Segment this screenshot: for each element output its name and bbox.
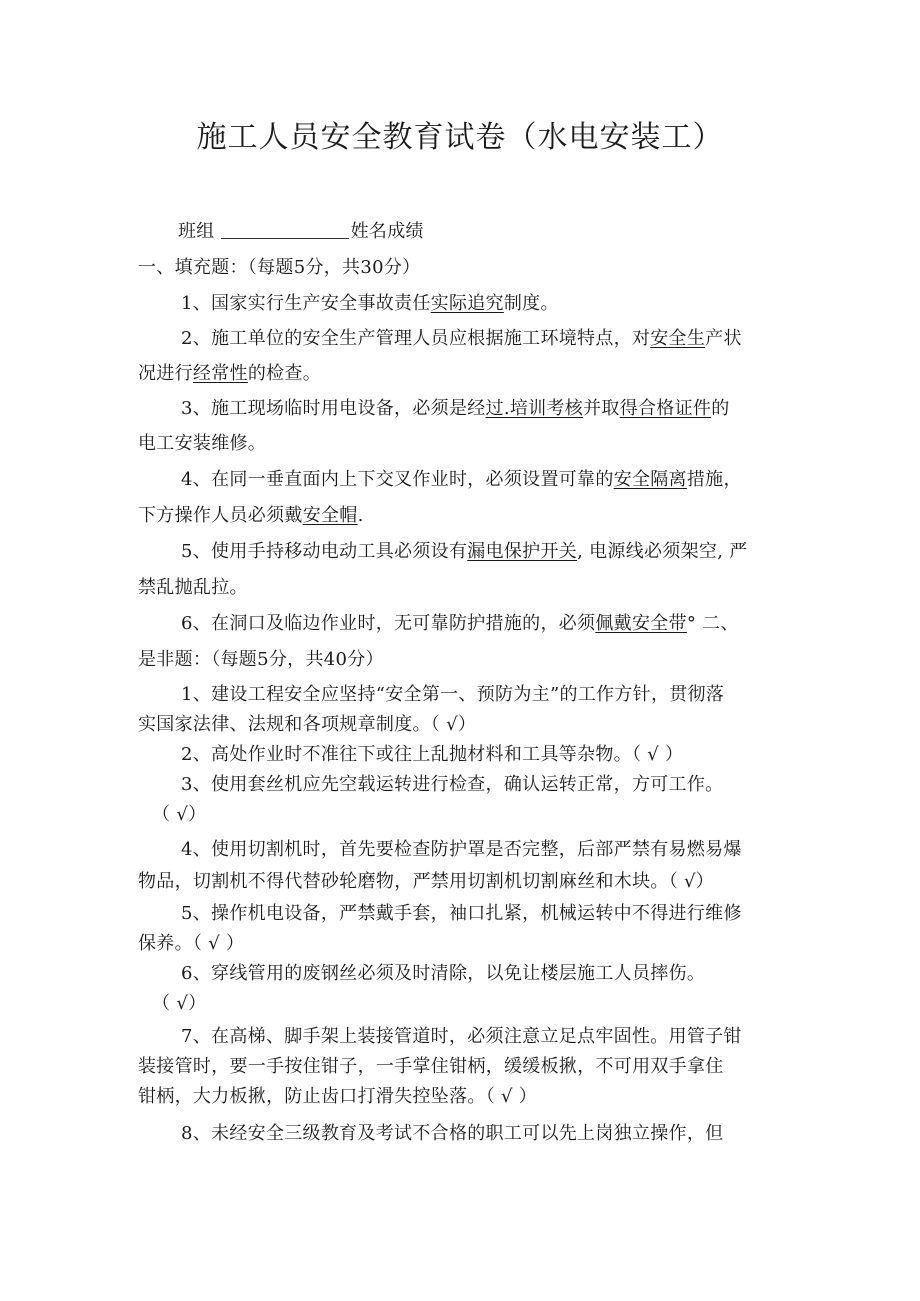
fill-q5-line1: 5、使用手持移动电动工具必须设有漏电保护开关, 电源线必须架空, 严 bbox=[181, 541, 748, 562]
tf-q7-line3: 钳柄，大力板揪，防止齿口打滑失控坠落。（ √ ） bbox=[138, 1086, 538, 1107]
fill-q6-line1: 6、在洞口及临边作业时，无可靠防护措施的，必须佩戴安全带° 二、 bbox=[181, 613, 739, 634]
tf-q6-line2: （ √） bbox=[152, 993, 207, 1014]
name-score-label: 姓名成绩 bbox=[350, 221, 424, 242]
tf-q7-line2: 装接管时，要一手按住钳子，一手掌住钳柄，缓缓板揪，不可用双手拿住 bbox=[138, 1056, 724, 1077]
fill-q4-line1: 4、在同一垂直面内上下交叉作业时，必须设置可靠的安全隔离措施， bbox=[181, 469, 742, 490]
tf-q2: 2、高处作业时不准往下或往上乱抛材料和工具等杂物。（ √ ） bbox=[181, 744, 684, 765]
fill-q2-line1: 2、施工单位的安全生产管理人员应根据施工环境特点，对安全生产状 bbox=[181, 328, 742, 349]
group-blank bbox=[221, 222, 349, 239]
tf-q1-line1: 1、建设工程安全应坚持“安全第一、预防为主”的工作方针，贯彻落 bbox=[181, 684, 725, 705]
fill-q2-answer2: 经常性 bbox=[192, 363, 248, 384]
fill-q3-answer2: 得合格证件 bbox=[619, 398, 712, 419]
fill-q3-line1: 3、施工现场临时用电设备，必须是经过.培训考核并取得合格证件的 bbox=[181, 398, 730, 419]
group-label: 班组 bbox=[178, 221, 215, 242]
tf-q7-line1: 7、在高梯、脚手架上装接管道时，必须注意立足点牢固性。用管子钳 bbox=[181, 1026, 742, 1047]
tf-q8-line1: 8、未经安全三级教育及考试不合格的职工可以先上岗独立操作，但 bbox=[181, 1123, 724, 1144]
section2-heading: 是非题：（每题5分，共40分） bbox=[138, 649, 384, 670]
tf-q5-line1: 5、操作机电设备，严禁戴手套，袖口扎紧，机械运转中不得进行维修 bbox=[181, 903, 742, 924]
section1-heading: 一、填充题：（每题5分，共30分） bbox=[138, 257, 421, 278]
tf-q3-line2: （ √） bbox=[152, 804, 207, 825]
fill-q1-answer: 实际追究 bbox=[430, 293, 504, 314]
tf-q4-line1: 4、使用切割机时，首先要检查防护罩是否完整，后部严禁有易燃易爆 bbox=[181, 839, 742, 860]
fill-q2-answer1: 安全生 bbox=[650, 328, 706, 349]
fill-q3-answer1: 过.培训考核 bbox=[485, 398, 584, 419]
fill-q4-answer1: 安全隔离 bbox=[613, 469, 687, 490]
tf-q4-line2: 物品，切割机不得代替砂轮磨物，严禁用切割机切割麻丝和木块。（ √） bbox=[138, 871, 715, 892]
fill-q4-answer2: 安全帽 bbox=[302, 505, 358, 526]
tf-q5-line2: 保养。（ √ ） bbox=[138, 933, 245, 954]
tf-q1-line2: 实国家法律、法规和各项规章制度。（ √） bbox=[138, 714, 477, 735]
fill-q4-line2: 下方操作人员必须戴安全帽. bbox=[138, 505, 364, 526]
fill-q6-answer: 佩戴安全带 bbox=[595, 613, 687, 634]
fill-q3-line2: 电工安装维修。 bbox=[138, 433, 267, 454]
fill-q5-line2: 禁乱抛乱拉。 bbox=[138, 577, 248, 598]
tf-q3-line1: 3、使用套丝机应先空载运转进行检查，确认运转正常，方可工作。 bbox=[181, 774, 724, 795]
fill-q5-answer: 漏电保护开关 bbox=[467, 541, 578, 562]
tf-q6-line1: 6、穿线管用的废钢丝必须及时清除，以免让楼层施工人员摔伤。 bbox=[181, 963, 706, 984]
header-line bbox=[178, 220, 424, 244]
fill-q2-line2: 况进行经常性的检查。 bbox=[138, 363, 322, 384]
page-title: 施工人员安全教育试卷（水电安装工） bbox=[196, 120, 724, 155]
fill-q1: 1、国家实行生产安全事故责任实际追究制度。 bbox=[181, 293, 559, 314]
